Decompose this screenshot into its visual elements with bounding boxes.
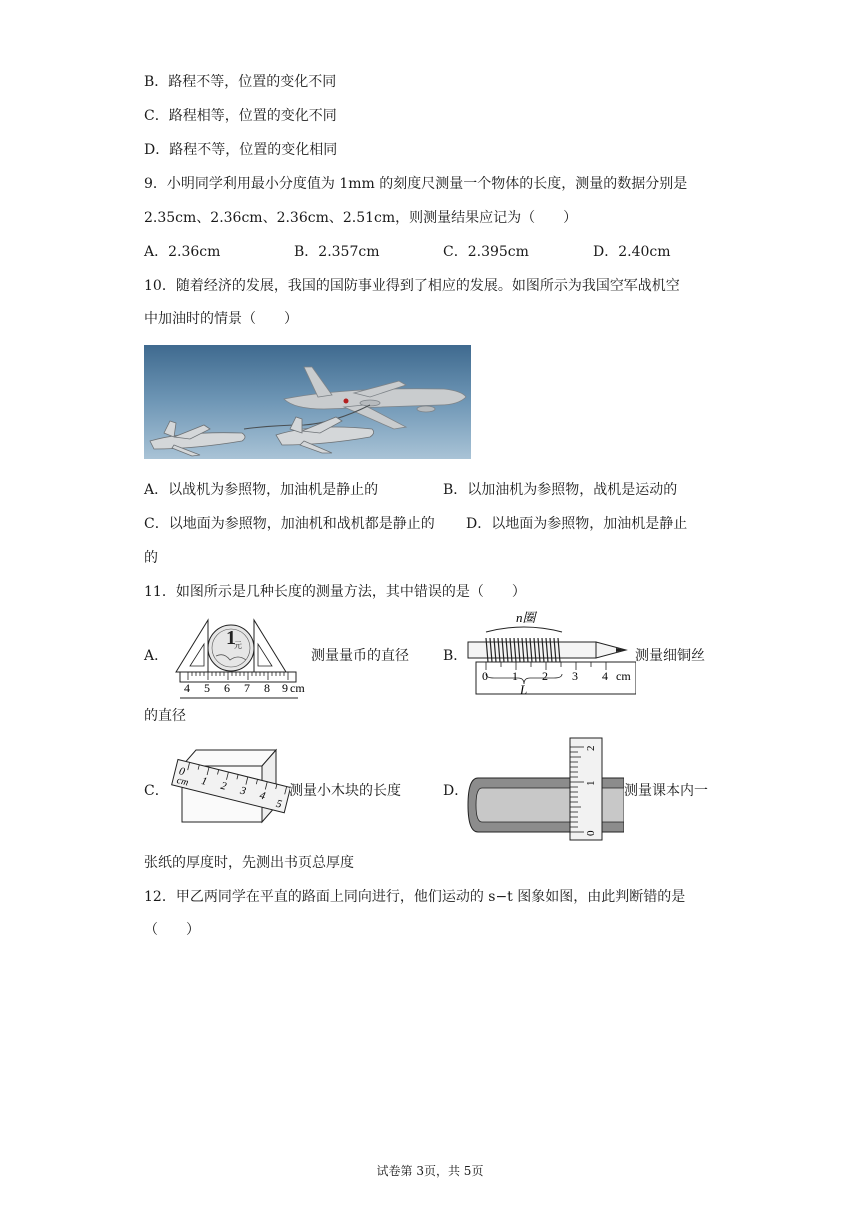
wire-ruler-tick-2: 2: [542, 669, 548, 683]
q10-option-b: B．以加油机为参照物，战机是运动的: [443, 482, 678, 498]
wire-ruler-tick-3: 3: [572, 669, 578, 683]
wood-block-art: [166, 746, 290, 826]
wire-ruler-tick-1: 1: [512, 669, 518, 683]
wood-block-figure: [166, 746, 290, 826]
book-ruler-tick-1: 1: [585, 780, 597, 786]
q9-stem-line1: 9．小明同学利用最小分度值为 1mm 的刻度尺测量一个物体的长度，测量的数据分别是: [144, 176, 688, 192]
coin-label: 元: [234, 641, 242, 650]
q11-option-c-text: 测量小木块的长度: [289, 783, 401, 799]
coin-ruler-tick-6: 6: [224, 681, 230, 695]
book-ruler-tick-2: 2: [585, 745, 597, 751]
q11-stem: 11．如图所示是几种长度的测量方法，其中错误的是（ ）: [144, 584, 526, 600]
q11-option-b-cont: 的直径: [144, 708, 186, 724]
block-ruler-tick-1: 1: [200, 774, 209, 788]
coil-turns-label: n圈: [516, 610, 536, 625]
q11-option-d-text: 测量课本内一: [624, 783, 708, 799]
wire-ruler-tick-4: 4: [602, 669, 608, 683]
book-thickness-figure: [464, 736, 624, 842]
wire-coil-figure: [464, 608, 636, 700]
block-ruler-tick-5: 5: [274, 797, 284, 811]
coin-measurement-figure: [166, 614, 310, 702]
book-thickness-art: [464, 736, 624, 842]
coin-measurement-art: [166, 614, 310, 702]
q9-option-a: A．2.36cm: [144, 244, 221, 260]
wire-ruler-unit: cm: [616, 669, 631, 683]
block-ruler-unit: cm: [175, 774, 190, 789]
wire-ruler-tick-0: 0: [482, 669, 488, 683]
q11-option-b-text: 测量细铜丝: [635, 648, 705, 664]
q10-stem-line1: 10．随着经济的发展，我国的国防事业得到了相应的发展。如图所示为我国空军战机空: [144, 278, 680, 294]
wire-coil-art: [464, 608, 636, 700]
refueling-photo: [144, 345, 471, 459]
q11-option-a-text: 测量量币的直径: [311, 648, 409, 664]
refueling-photo-art: [144, 345, 471, 459]
q8-option-c: C．路程相等，位置的变化不同: [144, 108, 337, 124]
page-footer: 试卷第 3页，共 5页: [376, 1164, 484, 1178]
q9-option-b: B．2.357cm: [294, 244, 380, 260]
q11-option-a-letter: A．: [144, 648, 169, 664]
q12-stem-line1: 12．甲乙两同学在平直的路面上同向进行，他们运动的 s−t 图象如图，由此判断错的是: [144, 889, 686, 905]
q11-option-d-letter: D．: [443, 783, 469, 799]
block-ruler-tick-0: 0: [177, 765, 186, 779]
q10-option-a: A．以战机为参照物，加油机是静止的: [144, 482, 379, 498]
q11-option-b-letter: B．: [443, 648, 468, 664]
coil-length-label: L: [520, 682, 528, 697]
block-ruler-tick-3: 3: [238, 784, 248, 798]
block-ruler-tick-2: 2: [219, 779, 228, 793]
coin-ruler-tick-5: 5: [204, 681, 210, 695]
q10-option-d-cont: 的: [144, 550, 158, 566]
coin-ruler-unit: cm: [290, 681, 305, 695]
q10-option-d: D．以地面为参照物，加油机是静止: [466, 516, 688, 532]
q9-option-c: C．2.395cm: [443, 244, 529, 260]
q10-stem-line2: 中加油时的情景（ ）: [144, 311, 298, 327]
q8-option-b: B．路程不等，位置的变化不同: [144, 74, 337, 90]
q11-option-c-letter: C．: [144, 783, 169, 799]
q9-stem-line2: 2.35cm、2.36cm、2.36cm、2.51cm，则测量结果应记为（ ）: [144, 210, 578, 226]
q9-option-d: D．2.40cm: [593, 244, 671, 260]
coin-ruler-tick-8: 8: [264, 681, 270, 695]
q11-option-d-cont: 张纸的厚度时，先测出书页总厚度: [144, 855, 354, 871]
block-ruler-tick-4: 4: [258, 789, 267, 803]
svg-text:1: 1: [226, 627, 236, 649]
q8-option-d: D．路程不等，位置的变化相同: [144, 142, 338, 158]
coin-ruler-tick-9: 9: [282, 681, 288, 695]
coin-ruler-tick-7: 7: [244, 681, 250, 695]
coin-ruler-tick-4: 4: [184, 681, 190, 695]
q10-option-c: C．以地面为参照物，加油机和战机都是静止的: [144, 516, 435, 532]
q12-stem-line2: （ ）: [144, 922, 200, 938]
book-ruler-tick-0: 0: [585, 830, 597, 836]
